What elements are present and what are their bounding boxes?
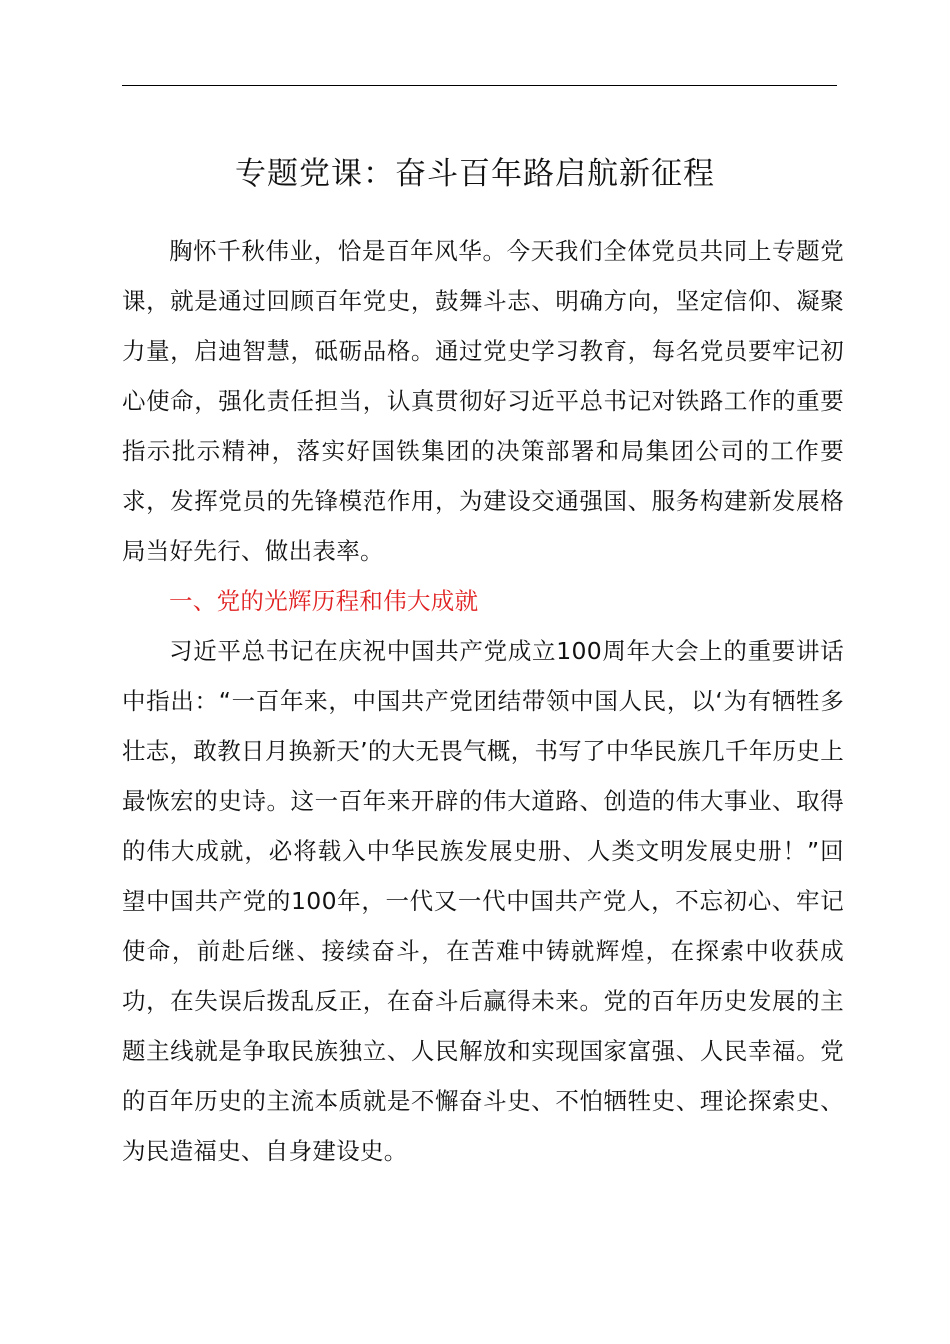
section-heading-1: 一、党的光辉历程和伟大成就 [169,587,479,615]
document-title: 专题党课：奋斗百年路启航新征程 [235,156,715,192]
header-rule [122,85,837,86]
intro-paragraph: 胸怀千秋伟业，恰是百年风华。今天我们全体党员共同上专题党课，就是通过回顾百年党史，鼓舞斗志、明确方向，坚定信仰、凝聚力量，启迪智慧，砥砺品格。通过党史学习教育，每名党员要牢记初心使命，强化责任担当，认真贯彻好习近平总书记对铁路工作的重要指示批示精神，落实好国铁集团的决策部署和局集团公司的工作要求，发挥党员的先锋模范作用，为建设交通强国、服务构建新发展格局当好先行、做出表率。 [122,237,844,565]
section-1-paragraph: 习近平总书记在庆祝中国共产党成立100周年大会上的重要讲话中指出：“一百年来，中国共产党团结带领中国人民，以‘为有牺牲多壮志，敢教日月换新天’的大无畏气概，书写了中华民族几千年历史上最恢宏的史诗。这一百年来开辟的伟大道路、创造的伟大事业、取得的伟大成就，必将载入中华民族发展史册、人类文明发展史册！”回望中国共产党的100年，一代又一代中国共产党人，不忘初心、牢记使命，前赴后继、接续奋斗，在苦难中铸就辉煌，在探索中收获成功，在失误后拨乱反正，在奋斗后赢得未来。党的百年历史发展的主题主线就是争取民族独立、人民解放和实现国家富强、人民幸福。党的百年历史的主流本质就是不懈奋斗史、不怕牺牲史、理论探索史、为民造福史、自身建设史。 [122,637,844,1165]
